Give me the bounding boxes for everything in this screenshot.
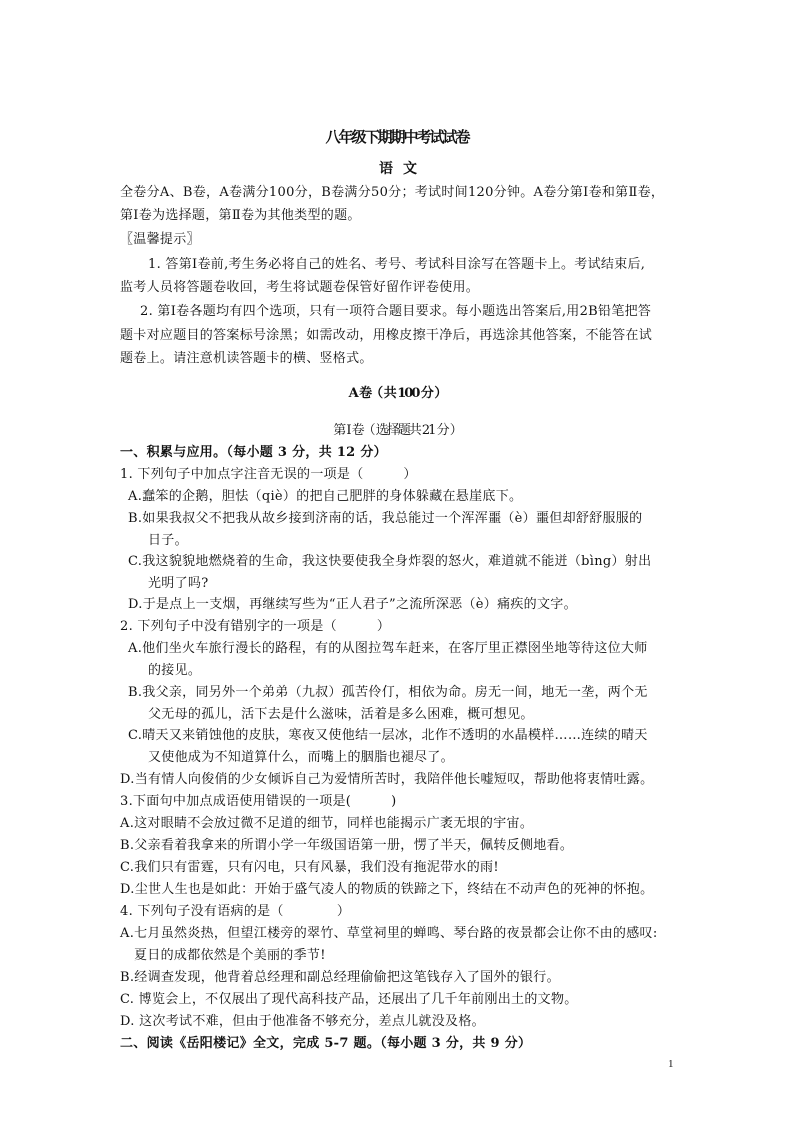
intro-line: 第Ⅰ卷为选择题，第Ⅱ卷为其他类型的题。	[120, 208, 361, 223]
option-d: D. 这次考试不难，但由于他准备不够充分，差点儿就没及格。	[120, 1014, 485, 1029]
option-c: C.我这貌貌地燃烧着的生命，我这快要使我全身炸裂的怒火，难道就不能迸（bìng）射出	[128, 554, 652, 569]
section-1-heading: 一、积累与应用。（每小题 3 分，共 12 分）	[120, 445, 387, 460]
option-continuation: 光明了吗?	[148, 576, 209, 591]
option-continuation: 夏日的成都依然是个美丽的季节!	[134, 948, 326, 963]
intro-line: 全卷分A、B卷，A卷满分100分，B卷满分50分；考试时间120分钟。A卷分第Ⅰ卷和第Ⅱ卷，	[120, 185, 665, 200]
option-c: C.我们只有雷霆，只有闪电，只有风暴，我们没有拖泥带水的雨!	[120, 860, 499, 875]
question-stem: 4. 下列句子没有语病的是（ ）	[120, 904, 351, 919]
option-a: A.蠢笨的企鹅，胆怯（qiè）的把自己肥胖的身体躲藏在悬崖底下。	[128, 489, 523, 504]
option-b: B.如果我叔父不把我从故乡接到济南的话，我总能过一个浑浑噩（è）噩但却舒舒服服的	[128, 511, 643, 526]
question-stem: 2. 下列句子中没有错别字的一项是（ ）	[120, 619, 391, 634]
option-b: B.经调查发现，他背着总经理和副总经理偷偷把这笔钱存入了国外的银行。	[120, 970, 560, 985]
part-1-heading: 第 Ⅰ 卷（ 选择题共 21 分 ）	[333, 423, 461, 438]
notice-line: 题卷上。请注意机读答题卡的横、竖格式。	[120, 351, 373, 366]
option-continuation: 父无母的孤儿，活下去是什么滋味，活着是多么困难，概可想见。	[148, 707, 534, 722]
option-continuation: 日子。	[148, 533, 188, 548]
notice-line: 1. 答第Ⅰ卷前,考生务必将自己的姓名、考号、考试科目涂写在答题卡上。考试结束后,	[148, 257, 646, 272]
notice-title: 〖温馨提示〗	[120, 232, 200, 247]
page-number: 1	[668, 1058, 674, 1070]
option-a: A.这对眼睛不会放过微不足道的细节，同样也能揭示广袤无垠的宇宙。	[120, 816, 534, 831]
question-stem: 1. 下列句子中加点字注音无误的一项是（ ）	[120, 467, 417, 482]
option-b: B.我父亲，同另外一个弟弟（九叔）孤苦伶仃，相依为命。房无一间，地无一垄，两个无	[128, 685, 648, 700]
option-a: A.七月虽然炎热，但望江楼旁的翠竹、草堂祠里的蝉鸣、琴台路的夜景都会让你不由的感叹:	[120, 926, 658, 941]
page-title: 八年级下期期中考试试卷	[325, 128, 469, 146]
option-d: D.于是点上一支烟，再继续写些为“正人君子”之流所深恶（è）痛疾的文字。	[128, 597, 577, 612]
notice-line: 监考人员将答题卷收回，考生将试题卷保管好留作评卷使用。	[120, 280, 480, 295]
subject-heading: 语 文	[379, 161, 415, 177]
notice-line: 2. 第Ⅰ卷各题均有四个选项，只有一项符合题目要求。每小题选出答案后,用2B铅笔把答	[140, 304, 652, 319]
question-stem: 3.下面句中加点成语使用错误的一项是( )	[120, 794, 397, 809]
option-b: B.父亲看着我拿来的所谓小学一年级国语第一册，愣了半天，佩转反侧地看。	[120, 838, 574, 853]
section-2-heading: 二、阅读《岳阳楼记》全文，完成 5-7 题。（每小题 3 分，共 9 分）	[120, 1036, 532, 1051]
option-c: C.晴天又来销蚀他的皮肤，寒夜又使他结一层冰，北作不透明的水晶模样……连续的晴天	[128, 728, 648, 743]
option-continuation: 的接见。	[148, 663, 202, 678]
option-continuation: 又使他成为不知道算什么，而嘴上的胭脂也褪尽了。	[148, 750, 454, 765]
option-a: A.他们坐火车旅行漫长的路程，有的从图拉驾车赶来，在客厅里正襟囹坐地等待这位大师	[128, 641, 648, 656]
option-c: C. 博览会上，不仅展出了现代高科技产品，还展出了几千年前刚出土的文物。	[120, 992, 578, 1007]
option-d: D.尘世人生也是如此：开始于盛气凌人的物质的铁蹄之下，终结在不动声色的死神的怀抱。	[120, 882, 654, 897]
option-d: D.当有情人向俊俏的少女倾诉自己为爱情所苦时，我陪伴他长嘘短叹，帮助他将衷情吐露。	[120, 772, 654, 787]
notice-line: 题卡对应题目的答案标号涂黑；如需改动，用橡皮擦干净后，再选涂其他答案，不能答在试	[120, 328, 653, 343]
section-a-heading: A 卷（ 共 100 分 ）	[348, 386, 446, 401]
